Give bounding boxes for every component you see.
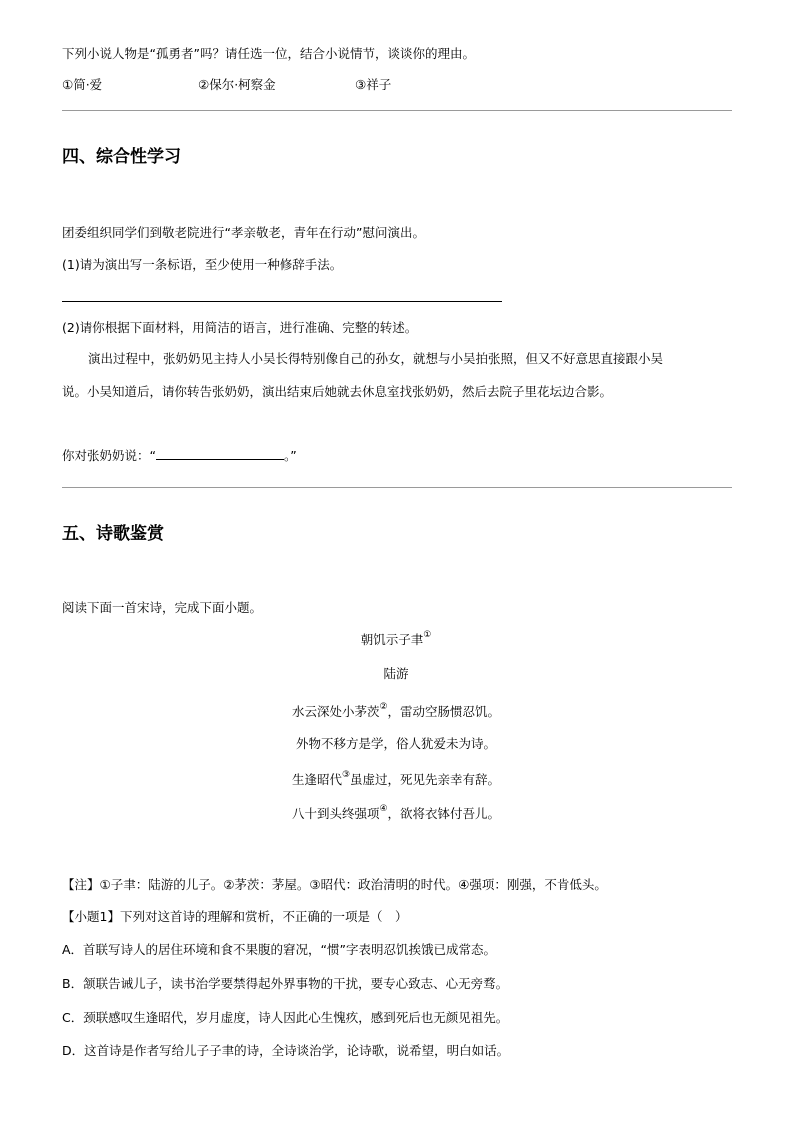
- poem-title: [0, 632, 792, 648]
- answer-sentence: [62, 448, 297, 464]
- poem-line-2: 外物不移方是学，俗人犹爱未为诗。: [295, 736, 496, 751]
- footnote-marker: ③: [341, 770, 351, 780]
- section5-intro: 阅读下面一首宋诗，完成下面小题。: [62, 600, 263, 615]
- poem-line-text: 八十到头终强项: [291, 806, 380, 821]
- answer-suffix: 。”: [283, 448, 297, 463]
- divider: [62, 110, 732, 111]
- poem-title-text: 朝饥示子聿: [360, 632, 424, 647]
- section4-q2: (2)请你根据下面材料，用简洁的语言，进行准确、完整的转述。: [62, 320, 418, 335]
- answer-prefix: 你对张奶奶说：“: [62, 448, 156, 463]
- footnote-marker: ①: [423, 630, 432, 640]
- section-heading-4: 四、综合性学习: [62, 147, 181, 167]
- poem-line-4: [0, 806, 792, 822]
- poem-notes: 【注】①子聿：陆游的儿子。②茅茨：茅屋。③昭代：政治清明的时代。④强项：刚强，不肯低头。: [62, 877, 607, 892]
- question-text: 下列小说人物是“孤勇者”吗？请任选一位，结合小说情节，谈谈你的理由。: [62, 46, 475, 61]
- divider: [62, 487, 732, 488]
- material-line-1: 演出过程中，张奶奶见主持人小吴长得特别像自己的孙女，就想与小吴拍张照，但又不好意思直接跟小吴: [88, 351, 664, 366]
- poem-line-text: ，欲将衣钵付吾儿。: [387, 806, 501, 821]
- option-1: ①简·爱: [62, 77, 103, 92]
- section4-intro: 团委组织同学们到敬老院进行“孝亲敬老，青年在行动”慰问演出。: [62, 225, 425, 240]
- answer-line[interactable]: [62, 301, 502, 302]
- option-2: ②保尔·柯察金: [198, 77, 276, 92]
- sub-question: 【小题1】下列对这首诗的理解和赏析，不正确的一项是（ ）: [62, 909, 408, 924]
- poem-line-text: 虽虚过，死见先亲幸有辞。: [350, 772, 501, 787]
- footnote-marker: ②: [379, 702, 388, 712]
- choice-b[interactable]: B．颔联告诫儿子，读书治学要禁得起外界事物的干扰，要专心致志、心无旁骛。: [62, 976, 509, 991]
- choice-d[interactable]: D．这首诗是作者写给儿子子聿的诗，全诗谈治学，论诗歌，说希望，明白如话。: [62, 1043, 510, 1058]
- poem-line-text: ，雷动空肠惯忍饥。: [387, 704, 501, 719]
- choice-a[interactable]: A．首联写诗人的居住环境和食不果腹的窘况，“惯”字表明忍饥挨饿已成常态。: [62, 942, 497, 957]
- poem-author: 陆游: [383, 666, 409, 681]
- section4-q1: (1)请为演出写一条标语，至少使用一种修辞手法。: [62, 257, 343, 272]
- poem-line-text: 水云深处小茅茨: [291, 704, 380, 719]
- poem-line-3: [0, 772, 792, 788]
- option-3: ③祥子: [355, 77, 392, 92]
- choice-c[interactable]: C．颈联感叹生逢昭代，岁月虚度，诗人因此心生愧疚，感到死后也无颜见祖先。: [62, 1010, 509, 1025]
- footnote-marker: ④: [379, 804, 388, 814]
- section-heading-5: 五、诗歌鉴赏: [62, 524, 164, 544]
- poem-line-1: [0, 704, 792, 720]
- answer-blank[interactable]: [156, 448, 284, 460]
- poem-line-text: 生逢昭代: [291, 772, 342, 787]
- material-line-2: 说。小吴知道后，请你转告张奶奶，演出结束后她就去休息室找张奶奶，然后去院子里花坛边合影。: [62, 384, 613, 399]
